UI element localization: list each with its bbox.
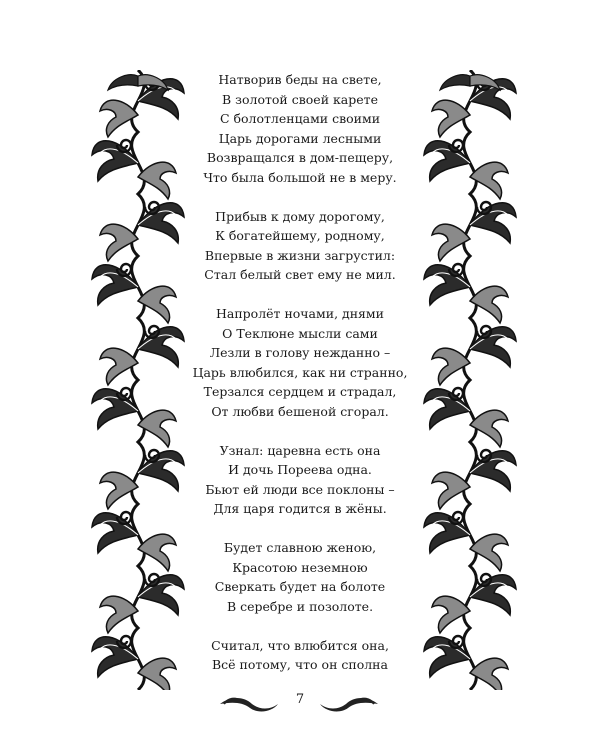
- poem-line: Считал, что влюбится она,: [211, 637, 389, 653]
- poem-line: Возвращался в дом-пещеру,: [206, 150, 394, 165]
- stanza-4: [150, 441, 450, 519]
- poem-line: Бьют ей люди все поклоны –: [205, 481, 395, 497]
- poem-line: Царь влюбился, как ни странно,: [192, 364, 408, 380]
- poem-line: В серебре и позолоте.: [226, 598, 374, 614]
- poem-line: Стал белый свет ему не мил.: [204, 267, 396, 282]
- poem-line: От любви бешеной сгорал.: [211, 403, 389, 419]
- poem-line: Лезли в голову нежданно –: [209, 345, 391, 360]
- page-number: 7: [295, 692, 305, 707]
- stanza-6: [150, 636, 450, 675]
- poem-line: Впервые в жизни загрустил:: [204, 247, 396, 263]
- poem-text: [150, 70, 450, 694]
- stanza-3: [150, 304, 450, 421]
- poem-line: Всё потому, что он сполна: [212, 657, 388, 672]
- poem-line: И дочь Пореева одна.: [228, 462, 372, 477]
- right-flourish-icon: [318, 692, 380, 714]
- poem-line: О Теклюне мысли сами: [222, 325, 378, 341]
- poem-line: Будет славною женою,: [223, 540, 377, 555]
- page-footer: [0, 688, 600, 718]
- poem-line: В золотой своей карете: [222, 91, 378, 107]
- poem-line: Натворив беды на свете,: [218, 72, 382, 87]
- poem-line: Красотою неземною: [232, 559, 368, 575]
- poem-line: Узнал: царевна есть она: [219, 442, 381, 458]
- stanza-5: [150, 538, 450, 616]
- poem-line: Терзался сердцем и страдал,: [203, 384, 397, 399]
- stanza-1: [150, 70, 450, 187]
- poem-line: Напролёт ночами, днями: [216, 306, 384, 321]
- left-flourish-icon: [218, 692, 280, 714]
- poem-line: Что была большой не в меру.: [203, 169, 397, 185]
- poem-line: Для царя годится в жёны.: [213, 501, 387, 516]
- poem-line: Прибыв к дому дорогому,: [215, 208, 385, 224]
- stanza-2: [150, 207, 450, 285]
- poem-line: С болотленцами своими: [219, 111, 381, 126]
- poem-line: К богатейшему, родному,: [215, 228, 385, 243]
- poem-line: Царь дорогами лесными: [218, 130, 382, 146]
- poem-line: Сверкать будет на болоте: [214, 579, 386, 594]
